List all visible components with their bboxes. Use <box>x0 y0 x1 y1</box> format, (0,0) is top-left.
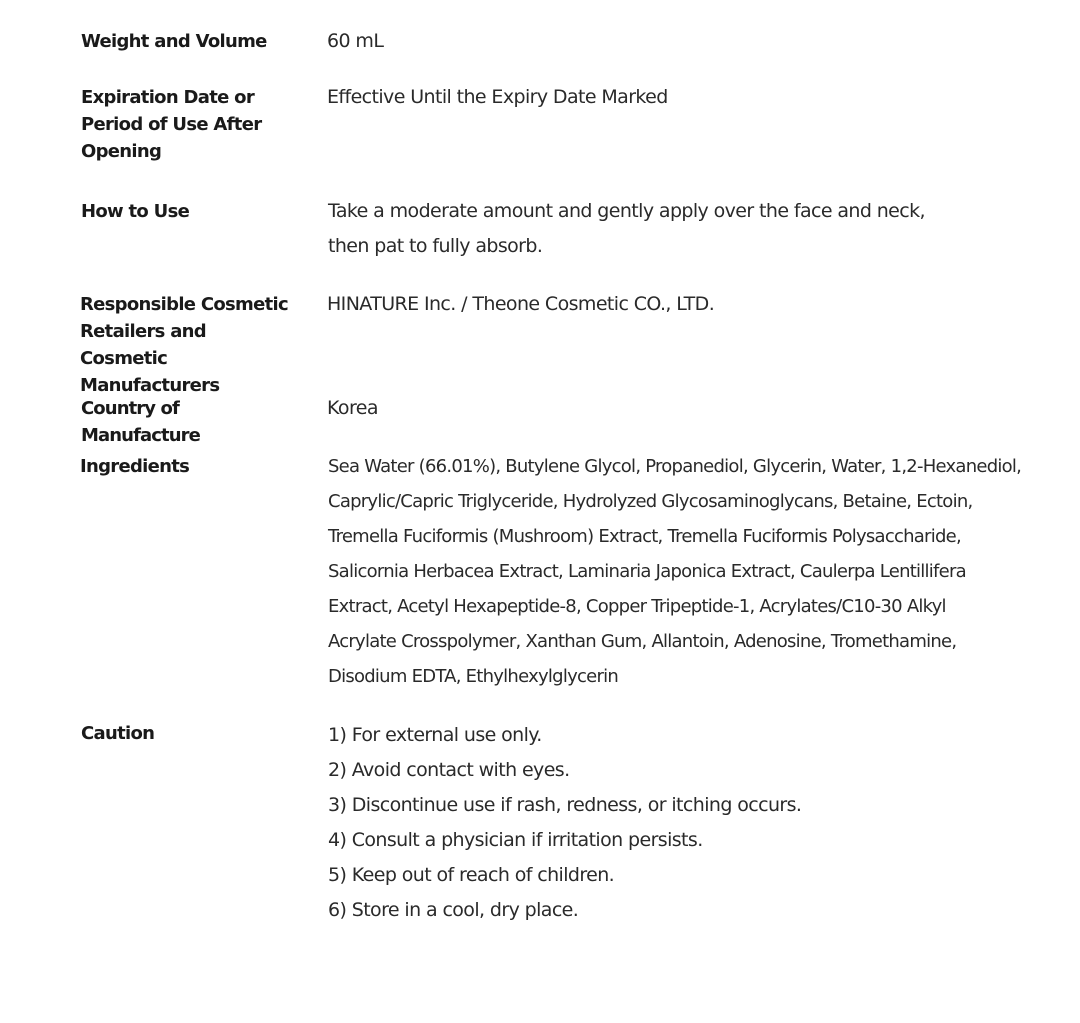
value-line: Caprylic/Capric Triglyceride, Hydrolyzed Glycosaminoglycans, Betaine, Ectoin, <box>328 491 973 512</box>
label-line: Manufacturers <box>80 375 220 396</box>
caution-item: 3) Discontinue use if rash, redness, or itching occurs. <box>328 794 802 816</box>
row-label: Country of Manufacture <box>81 398 200 446</box>
row-value <box>328 194 1048 264</box>
row-label: How to Use <box>81 201 190 222</box>
row-value <box>327 24 1047 59</box>
caution-item: 4) Consult a physician if irritation persists. <box>328 829 703 851</box>
row-value <box>327 391 1047 426</box>
row-value <box>328 718 1048 928</box>
row-label: Caution <box>81 723 155 744</box>
value-line: Tremella Fuciformis (Mushroom) Extract, Tremella Fuciformis Polysaccharide, <box>328 526 961 547</box>
label-line: Period of Use After <box>81 114 262 135</box>
row-label: Ingredients <box>80 456 190 477</box>
caution-item: 5) Keep out of reach of children. <box>328 864 615 886</box>
value-line: Extract, Acetyl Hexapeptide-8, Copper Tripeptide-1, Acrylates/C10-30 Alkyl <box>328 596 946 617</box>
row-label: Weight and Volume <box>81 31 267 52</box>
label-line: Responsible Cosmetic <box>80 294 288 315</box>
value-line: 60 mL <box>327 30 384 52</box>
value-line: HINATURE Inc. / Theone Cosmetic CO., LTD. <box>327 293 715 315</box>
caution-item: 6) Store in a cool, dry place. <box>328 899 579 921</box>
value-line: Disodium EDTA, Ethylhexylglycerin <box>328 666 619 687</box>
row-label <box>81 84 296 165</box>
row-label <box>80 291 295 399</box>
value-line: Sea Water (66.01%), Butylene Glycol, Propanediol, Glycerin, Water, 1,2-Hexanediol, <box>328 456 1022 477</box>
label-line: Opening <box>81 141 162 162</box>
row-value <box>327 287 1047 322</box>
value-line: then pat to fully absorb. <box>328 235 543 257</box>
row-value <box>328 449 1048 694</box>
caution-item: 2) Avoid contact with eyes. <box>328 759 570 781</box>
value-line: Salicornia Herbacea Extract, Laminaria Japonica Extract, Caulerpa Lentillifera <box>328 561 966 582</box>
value-line: Korea <box>327 397 378 419</box>
value-line: Acrylate Crosspolymer, Xanthan Gum, Allantoin, Adenosine, Tromethamine, <box>328 631 957 652</box>
caution-item: 1) For external use only. <box>328 724 542 746</box>
label-line: Expiration Date or <box>81 87 255 108</box>
value-line: Effective Until the Expiry Date Marked <box>327 86 668 108</box>
row-value <box>327 80 1047 115</box>
label-line: Retailers and Cosmetic <box>80 321 206 369</box>
value-line: Take a moderate amount and gently apply over the face and neck, <box>328 200 925 222</box>
